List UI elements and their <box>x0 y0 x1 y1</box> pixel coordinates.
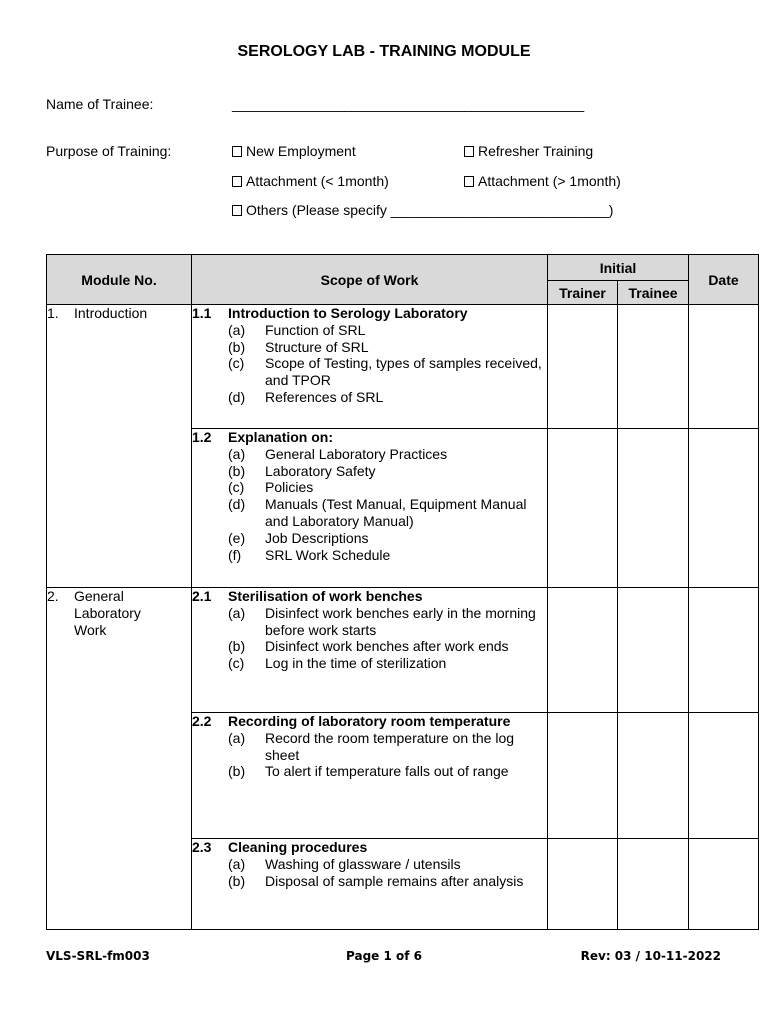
section-title: Sterilisation of work benches <box>228 588 423 604</box>
item-text: Disposal of sample remains after analysis <box>265 872 524 889</box>
option-label: Refresher Training <box>478 143 594 159</box>
item-letter: (d) <box>228 496 246 513</box>
trainee-initial-cell[interactable] <box>618 588 689 713</box>
date-cell[interactable] <box>689 588 759 713</box>
trainer-initial-cell[interactable] <box>548 839 618 930</box>
trainee-initial-cell[interactable] <box>618 839 689 930</box>
section-title: Recording of laboratory room temperature <box>228 713 511 729</box>
item-text: Policies <box>265 479 314 496</box>
option-label: Others (Please specify ____________________________) <box>246 202 614 218</box>
module-cell <box>47 588 192 930</box>
header-initial: Initial <box>548 255 689 281</box>
purpose-option-others[interactable] <box>232 202 613 218</box>
item-text: Structure of SRL <box>265 338 369 355</box>
item-letter: (d) <box>228 388 246 405</box>
item-text: Disinfect work benches early in the morning before work starts <box>265 604 536 638</box>
module-name: Introduction <box>74 305 148 321</box>
item-text: Disinfect work benches after work ends <box>265 638 509 655</box>
section-number: 1.1 <box>192 305 212 321</box>
item-text: To alert if temperature falls out of range <box>265 763 509 780</box>
checkbox-icon[interactable] <box>464 146 474 157</box>
date-cell[interactable] <box>689 429 759 588</box>
purpose-option-attachment-short[interactable] <box>232 173 389 189</box>
date-cell[interactable] <box>689 305 759 429</box>
option-label: Attachment (> 1month) <box>478 173 621 189</box>
checkbox-icon[interactable] <box>232 205 242 216</box>
item-letter: (b) <box>228 872 246 889</box>
scope-cell <box>192 588 548 713</box>
trainee-initial-cell[interactable] <box>618 713 689 839</box>
purpose-option-new-employment[interactable] <box>232 143 356 159</box>
item-letter: (a) <box>228 604 246 621</box>
scope-cell <box>192 839 548 930</box>
trainee-name-label: Name of Trainee: <box>46 96 154 112</box>
item-letter: (b) <box>228 338 246 355</box>
footer-revision: Rev: 03 / 10-11-2022 <box>580 949 721 963</box>
section-title: Explanation on: <box>228 429 333 445</box>
item-letter: (c) <box>228 479 245 496</box>
checkbox-icon[interactable] <box>232 176 242 187</box>
section-title: Introduction to Serology Laboratory <box>228 305 468 321</box>
scope-cell <box>192 305 548 429</box>
module-cell <box>47 305 192 588</box>
footer-doc-code: VLS-SRL-fm003 <box>46 949 150 963</box>
item-letter: (a) <box>228 729 246 746</box>
section-number: 2.1 <box>192 588 212 604</box>
item-letter: (a) <box>228 321 246 338</box>
item-text: Record the room temperature on the log sheet <box>265 729 515 763</box>
item-text: References of SRL <box>265 388 384 405</box>
item-text: Function of SRL <box>265 321 366 338</box>
footer-page-number: Page 1 of 6 <box>346 949 422 963</box>
header-module-no: Module No. <box>47 255 192 305</box>
option-label: Attachment (< 1month) <box>246 173 389 189</box>
header-trainer: Trainer <box>548 281 618 305</box>
scope-cell <box>192 713 548 839</box>
table-row <box>47 588 759 713</box>
date-cell[interactable] <box>689 713 759 839</box>
trainee-name-field[interactable]: _______________________________________________ <box>232 96 584 112</box>
purpose-option-refresher[interactable] <box>464 143 593 159</box>
item-letter: (b) <box>228 462 246 479</box>
header-trainee: Trainee <box>618 281 689 305</box>
item-text: Job Descriptions <box>265 529 369 546</box>
purpose-option-attachment-long[interactable] <box>464 173 621 189</box>
item-letter: (f) <box>228 546 242 563</box>
item-letter: (a) <box>228 445 246 462</box>
module-number: 1. <box>47 305 59 321</box>
item-text: Manuals (Test Manual, Equipment Manual and Laboratory Manual) <box>265 496 527 529</box>
item-text: Scope of Testing, types of samples received, and TPOR <box>265 355 542 389</box>
trainer-initial-cell[interactable] <box>548 713 618 839</box>
item-text: SRL Work Schedule <box>265 546 391 563</box>
trainer-initial-cell[interactable] <box>548 429 618 588</box>
module-number: 2. <box>47 588 59 604</box>
header-date: Date <box>689 255 759 305</box>
checkbox-icon[interactable] <box>464 176 474 187</box>
item-text: Laboratory Safety <box>265 462 376 479</box>
training-table <box>46 254 759 930</box>
item-letter: (c) <box>228 655 245 672</box>
section-number: 2.2 <box>192 713 212 729</box>
option-label: New Employment <box>246 143 356 159</box>
item-letter: (a) <box>228 855 246 872</box>
document-title: SEROLOGY LAB - TRAINING MODULE <box>237 43 531 60</box>
trainee-initial-cell[interactable] <box>618 305 689 429</box>
module-name: General Laboratory Work <box>74 588 141 638</box>
item-letter: (c) <box>228 355 245 372</box>
date-cell[interactable] <box>689 839 759 930</box>
item-letter: (b) <box>228 638 246 655</box>
section-number: 2.3 <box>192 839 212 855</box>
trainer-initial-cell[interactable] <box>548 588 618 713</box>
checkbox-icon[interactable] <box>232 146 242 157</box>
item-text: Log in the time of sterilization <box>265 655 447 672</box>
purpose-label: Purpose of Training: <box>46 143 172 159</box>
trainee-initial-cell[interactable] <box>618 429 689 588</box>
header-scope-of-work: Scope of Work <box>192 255 548 305</box>
item-text: General Laboratory Practices <box>265 445 448 462</box>
item-letter: (e) <box>228 529 246 546</box>
section-title: Cleaning procedures <box>228 839 368 855</box>
trainer-initial-cell[interactable] <box>548 305 618 429</box>
table-row <box>47 305 759 429</box>
scope-cell <box>192 429 548 588</box>
item-text: Washing of glassware / utensils <box>265 855 461 872</box>
section-number: 1.2 <box>192 429 212 445</box>
item-letter: (b) <box>228 763 246 780</box>
